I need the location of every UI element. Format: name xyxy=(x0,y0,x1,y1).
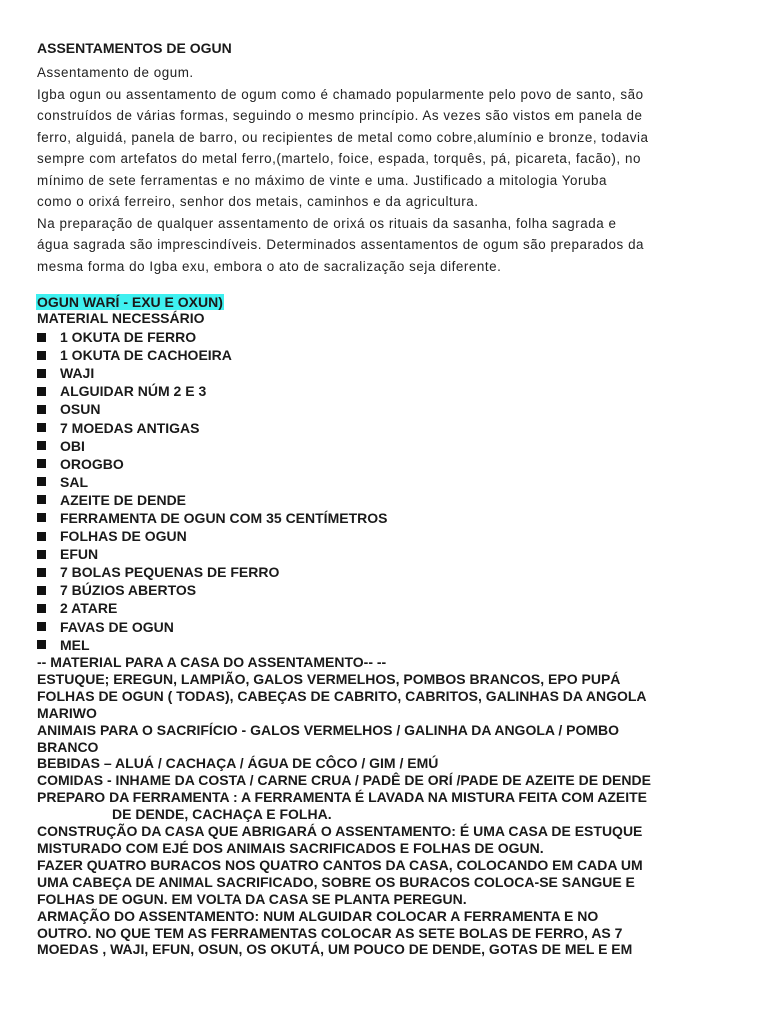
intro-line: como o orixá ferreiro, senhor dos metais, caminhos e da agricultura. xyxy=(37,194,479,209)
text-line: COMIDAS - INHAME DA COSTA / CARNE CRUA / PADÊ DE ORÍ /PADE DE AZEITE DE DENDE xyxy=(37,772,651,789)
list-item xyxy=(37,636,387,654)
list-item-label: OBI xyxy=(60,437,85,454)
square-bullet-icon xyxy=(37,441,46,450)
text-line: ANIMAIS PARA O SACRIFÍCIO - GALOS VERMELHOS / GALINHA DA ANGOLA / POMBO xyxy=(37,721,620,738)
text-line: MOEDAS , WAJI, EFUN, OSUN, OS OKUTÁ, UM POUCO DE DENDE, GOTAS DE MEL E EM xyxy=(37,941,633,958)
list-item xyxy=(37,563,387,581)
square-bullet-icon xyxy=(37,459,46,468)
list-item xyxy=(37,346,387,364)
intro-line: Igba ogun ou assentamento de ogum como é chamado popularmente pelo povo de santo, são xyxy=(37,86,644,102)
text-line: FOLHAS DE OGUN ( TODAS), CABEÇAS DE CABRITO, CABRITOS, GALINHAS DA ANGOLA xyxy=(37,687,647,704)
square-bullet-icon xyxy=(37,369,46,378)
text-line: UMA CABEÇA DE ANIMAL SACRIFICADO, SOBRE OS BURACOS COLOCA-SE SANGUE E xyxy=(37,873,635,890)
square-bullet-icon xyxy=(37,405,46,414)
material-title: MATERIAL NECESSÁRIO xyxy=(37,310,205,326)
square-bullet-icon xyxy=(37,477,46,486)
list-item xyxy=(37,364,387,382)
list-item xyxy=(37,509,387,527)
list-item xyxy=(37,473,387,491)
text-line: FAZER QUATRO BURACOS NOS QUATRO CANTOS DA CASA, COLOCANDO EM CADA UM xyxy=(37,856,643,873)
section-title-highlighted: OGUN WARÍ - EXU E OXUN) xyxy=(37,294,223,310)
list-item xyxy=(37,455,387,473)
list-item xyxy=(37,545,387,563)
instructions-text xyxy=(37,654,737,958)
list-item-label: EFUN xyxy=(60,546,99,563)
text-line: BRANCO xyxy=(37,738,99,755)
intro-line: construídos de várias formas, seguindo o mesmo princípio. As vezes são vistos em panela de xyxy=(37,108,643,123)
text-line: OUTRO. NO QUE TEM AS FERRAMENTAS COLOCAR AS SETE BOLAS DE FERRO, AS 7 xyxy=(37,924,623,941)
list-item xyxy=(37,618,387,636)
text-line: CONSTRUÇÃO DA CASA QUE ABRIGARÁ O ASSENTAMENTO: É UMA CASA DE ESTUQUE xyxy=(37,823,643,840)
square-bullet-icon xyxy=(37,532,46,541)
text-line: ARMAÇÃO DO ASSENTAMENTO: NUM ALGUIDAR COLOCAR A FERRAMENTA E NO xyxy=(37,907,599,924)
list-item-label: 7 BOLAS PEQUENAS DE FERRO xyxy=(60,564,280,581)
list-item xyxy=(37,581,387,599)
square-bullet-icon xyxy=(37,495,46,504)
intro-line: mínimo de sete ferramentas e no máximo de vinte e uma. Justificado a mitologia Yoruba xyxy=(37,172,608,188)
list-item xyxy=(37,328,387,346)
intro-text xyxy=(37,62,737,277)
text-line: -- MATERIAL PARA A CASA DO ASSENTAMENTO-- -- xyxy=(37,654,387,670)
square-bullet-icon xyxy=(37,333,46,342)
materials-list xyxy=(37,328,387,654)
square-bullet-icon xyxy=(37,586,46,595)
square-bullet-icon xyxy=(37,387,46,396)
square-bullet-icon xyxy=(37,622,46,631)
intro-line: ferro, alguidá, panela de barro, ou recipientes de metal como cobre,alumínio e bronze, todavia xyxy=(37,129,649,145)
intro-line: Assentamento de ogum. xyxy=(37,65,194,80)
square-bullet-icon xyxy=(37,640,46,649)
intro-line: sempre com artefatos do metal ferro,(martelo, foice, espada, torquês, pá, picareta, facão), no xyxy=(37,151,641,166)
list-item-label: AZEITE DE DENDE xyxy=(60,491,187,508)
list-item xyxy=(37,599,387,617)
intro-line: Na preparação de qualquer assentamento de orixá os rituais da sasanha, folha sagrada e xyxy=(37,215,617,231)
intro-line: mesma forma do Igba exu, embora o ato de sacralização seja diferente. xyxy=(37,258,502,274)
list-item-label: WAJI xyxy=(60,365,95,382)
square-bullet-icon xyxy=(37,351,46,360)
list-item-label: OSUN xyxy=(60,401,101,418)
list-item xyxy=(37,418,387,436)
list-item-label: ALGUIDAR NÚM 2 E 3 xyxy=(60,383,207,400)
list-item-label: MEL xyxy=(60,636,90,653)
list-item-label: FOLHAS DE OGUN xyxy=(60,528,187,545)
square-bullet-icon xyxy=(37,550,46,559)
list-item-label: FAVAS DE OGUN xyxy=(60,618,174,635)
list-item xyxy=(37,437,387,455)
list-item-label: 1 OKUTA DE FERRO xyxy=(60,329,197,346)
text-line: MISTURADO COM EJÉ DOS ANIMAIS SACRIFICADOS E FOLHAS DE OGUN. xyxy=(37,839,544,856)
text-line: PREPARO DA FERRAMENTA : A FERRAMENTA É LAVADA NA MISTURA FEITA COM AZEITE xyxy=(37,789,648,806)
intro-line: água sagrada são imprescindíveis. Determinados assentamentos de ogum são preparados da xyxy=(37,237,645,252)
list-item-label: SAL xyxy=(60,473,88,490)
list-item xyxy=(37,382,387,400)
list-item-label: OROGBO xyxy=(60,455,124,472)
list-item-label: 7 BÚZIOS ABERTOS xyxy=(60,582,197,599)
document-heading: ASSENTAMENTOS DE OGUN xyxy=(37,40,232,56)
list-item-label: 1 OKUTA DE CACHOEIRA xyxy=(60,347,232,364)
list-item xyxy=(37,527,387,545)
square-bullet-icon xyxy=(37,604,46,613)
list-item xyxy=(37,491,387,509)
text-line: MARIWO xyxy=(37,704,97,721)
list-item-label: FERRAMENTA DE OGUN COM 35 CENTÍMETROS xyxy=(60,509,388,526)
text-line: BEBIDAS – ALUÁ / CACHAÇA / ÁGUA DE CÔCO / GIM / EMÚ xyxy=(37,755,439,772)
text-line: ESTUQUE; EREGUN, LAMPIÃO, GALOS VERMELHOS, POMBOS BRANCOS, EPO PUPÁ xyxy=(37,670,621,687)
square-bullet-icon xyxy=(37,513,46,522)
square-bullet-icon xyxy=(37,423,46,432)
text-line: DE DENDE, CACHAÇA E FOLHA. xyxy=(112,806,332,823)
square-bullet-icon xyxy=(37,568,46,577)
text-line: FOLHAS DE OGUN. EM VOLTA DA CASA SE PLANTA PEREGUN. xyxy=(37,890,467,907)
list-item-label: 2 ATARE xyxy=(60,600,118,617)
list-item-label: 7 MOEDAS ANTIGAS xyxy=(60,419,200,436)
list-item xyxy=(37,400,387,418)
